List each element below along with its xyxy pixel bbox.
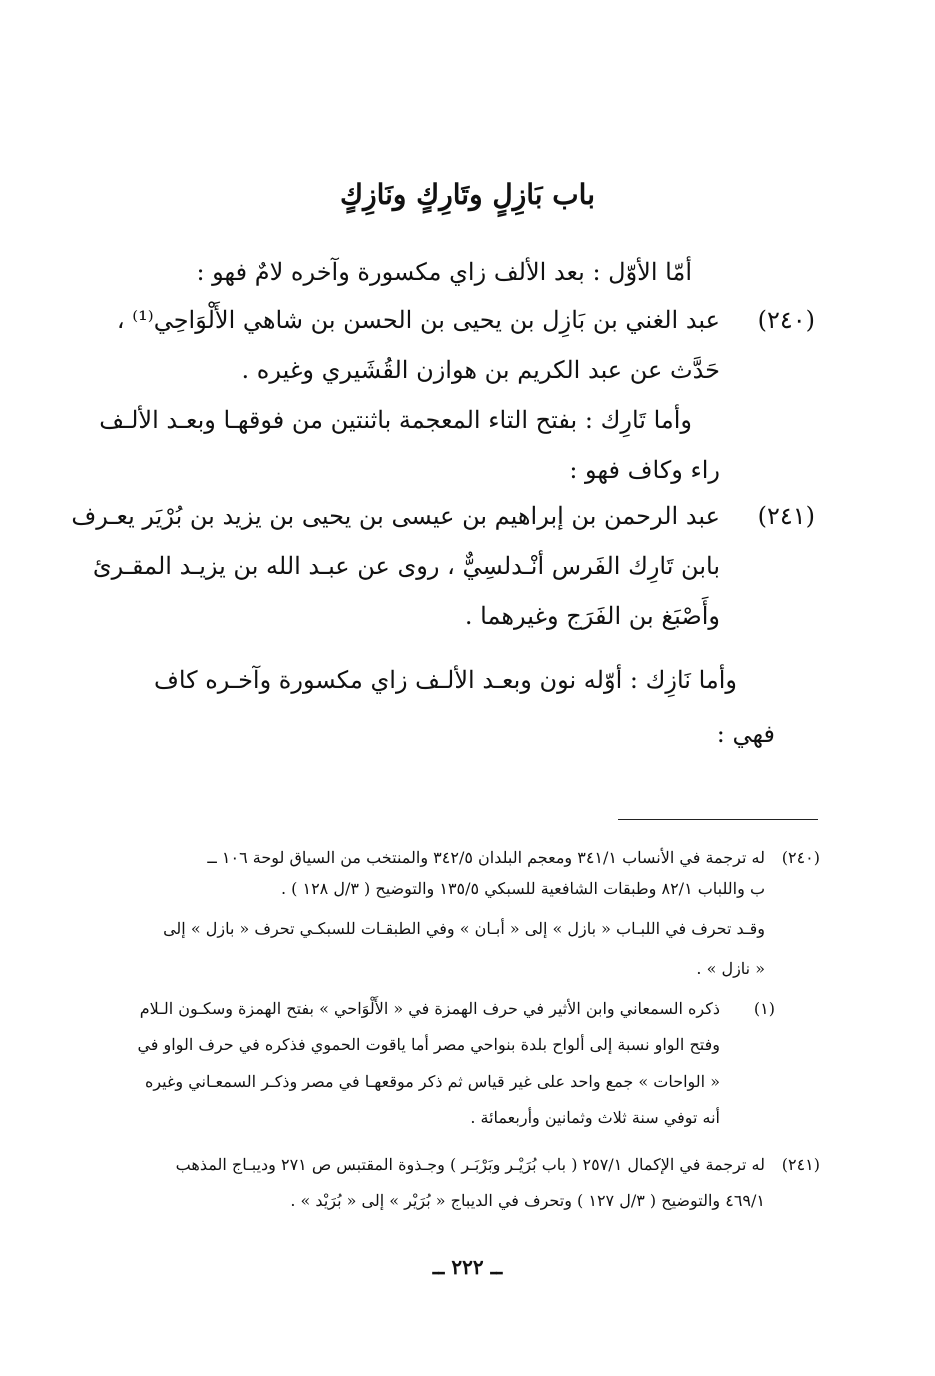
intro-nazik-line-2: فهي : xyxy=(716,720,775,748)
footnote-240-line-2: ب واللباب ٨٢/١ وطبقات الشافعية للسبكي ١٣٥/٥ والتوضيح ( ٣/ل ١٢٨ ) . xyxy=(280,879,765,898)
intro-tarik-line-1: وأما تَارِك : بفتح التاء المعجمة باثنتين من فوقهـا وبعـد الألـف xyxy=(99,406,692,434)
entry-number-240: (٢٤٠) xyxy=(757,306,815,334)
footnote-1-line-4: أنه توفي سنة ثلاث وثمانين وأربعمائة . xyxy=(470,1108,720,1127)
footnote-240-line-3: وقـد تحرف في اللبـاب « بازل » إلى « أبـان » وفي الطبقـات للسبكـي تحرف « بازل » إلى xyxy=(163,919,765,938)
footnote-241-line-2: ٤٦٩/١ والتوضيح ( ٣/ل ١٢٧ ) وتحرف في الديباج « بُرَيْر » إلى « بُرَيْد » . xyxy=(290,1191,765,1210)
entry-number-241: (٢٤١) xyxy=(757,502,815,530)
footnote-1-line-2: وفتح الواو نسبة إلى ألواح بلدة بنواحي مصر أما ياقوت الحموي فذكره في حرف الواو في xyxy=(137,1035,720,1054)
footnote-240-line-1: له ترجمة في الأنساب ٣٤١/١ ومعجم البلدان ٣٤٢/٥ والمنتخب من السياق لوحة ١٠٦ ــ xyxy=(207,848,765,867)
footnote-divider xyxy=(618,819,818,820)
footnote-241-line-1: له ترجمة في الإكمال ٢٥٧/١ ( باب بُرَيْـر وبَرْبَـر ) وجـذوة المقتبس ص ٢٧١ وديبـاج المذهب xyxy=(175,1155,765,1174)
footnote-number-240: (٢٤٠) xyxy=(781,848,820,867)
entry-241-line-2: بابن تَارِك الفَرس أنْـدلسِيٌّ ، روى عن عبـد الله بن يزيـد المقـرئ xyxy=(92,552,720,580)
footnote-number-1: (١) xyxy=(753,999,775,1018)
intro-nazik-line-1: وأما نَازِك : أوّله نون وبعـد الألـف زاي مكسورة وآخـره كاف xyxy=(153,666,737,694)
entry-240-line-2: حَدَّث عن عبد الكريم بن هوازن القُشَيري وغيره . xyxy=(241,356,720,384)
entry-241-line-1: عبد الرحمن بن إبراهيم بن عيسى بن يحيى بن يزيد بن بُرْيَر يعـرف xyxy=(71,502,720,530)
intro-awwal: أمّا الأوّل : بعد الألف زاي مكسورة وآخره لامٌ فهو : xyxy=(196,258,692,286)
footnote-1-line-3: « الواحات » جمع واحد على غير قياس ثم ذكر موقعهـا في مصر وذكـر السمعـاني وغيره xyxy=(144,1072,720,1091)
footnote-number-241: (٢٤١) xyxy=(781,1155,820,1174)
footnote-1-line-1: ذكره السمعاني وابن الأثير في حرف الهمزة في « الأَلْوَاحي » بفتح الهمزة وسكـون الـلام xyxy=(139,999,720,1018)
page-number: ــ ٢٢٢ ــ xyxy=(432,1255,503,1279)
footnote-240-line-4: « نازل » . xyxy=(696,959,765,978)
chapter-heading: باب بَازِلٍ وتَارِكٍ ونَازِكٍ xyxy=(339,178,595,211)
entry-241-line-3: وأَصْبَغ بن الفَرَج وغيرهما . xyxy=(464,602,720,630)
intro-tarik-line-2: راء وكاف فهو : xyxy=(569,456,720,484)
entry-240-line-1: عبد الغني بن بَازِل بن يحيى بن الحسن بن شاهي الأَلْوَاحِي⁽¹⁾ ، xyxy=(116,306,720,334)
